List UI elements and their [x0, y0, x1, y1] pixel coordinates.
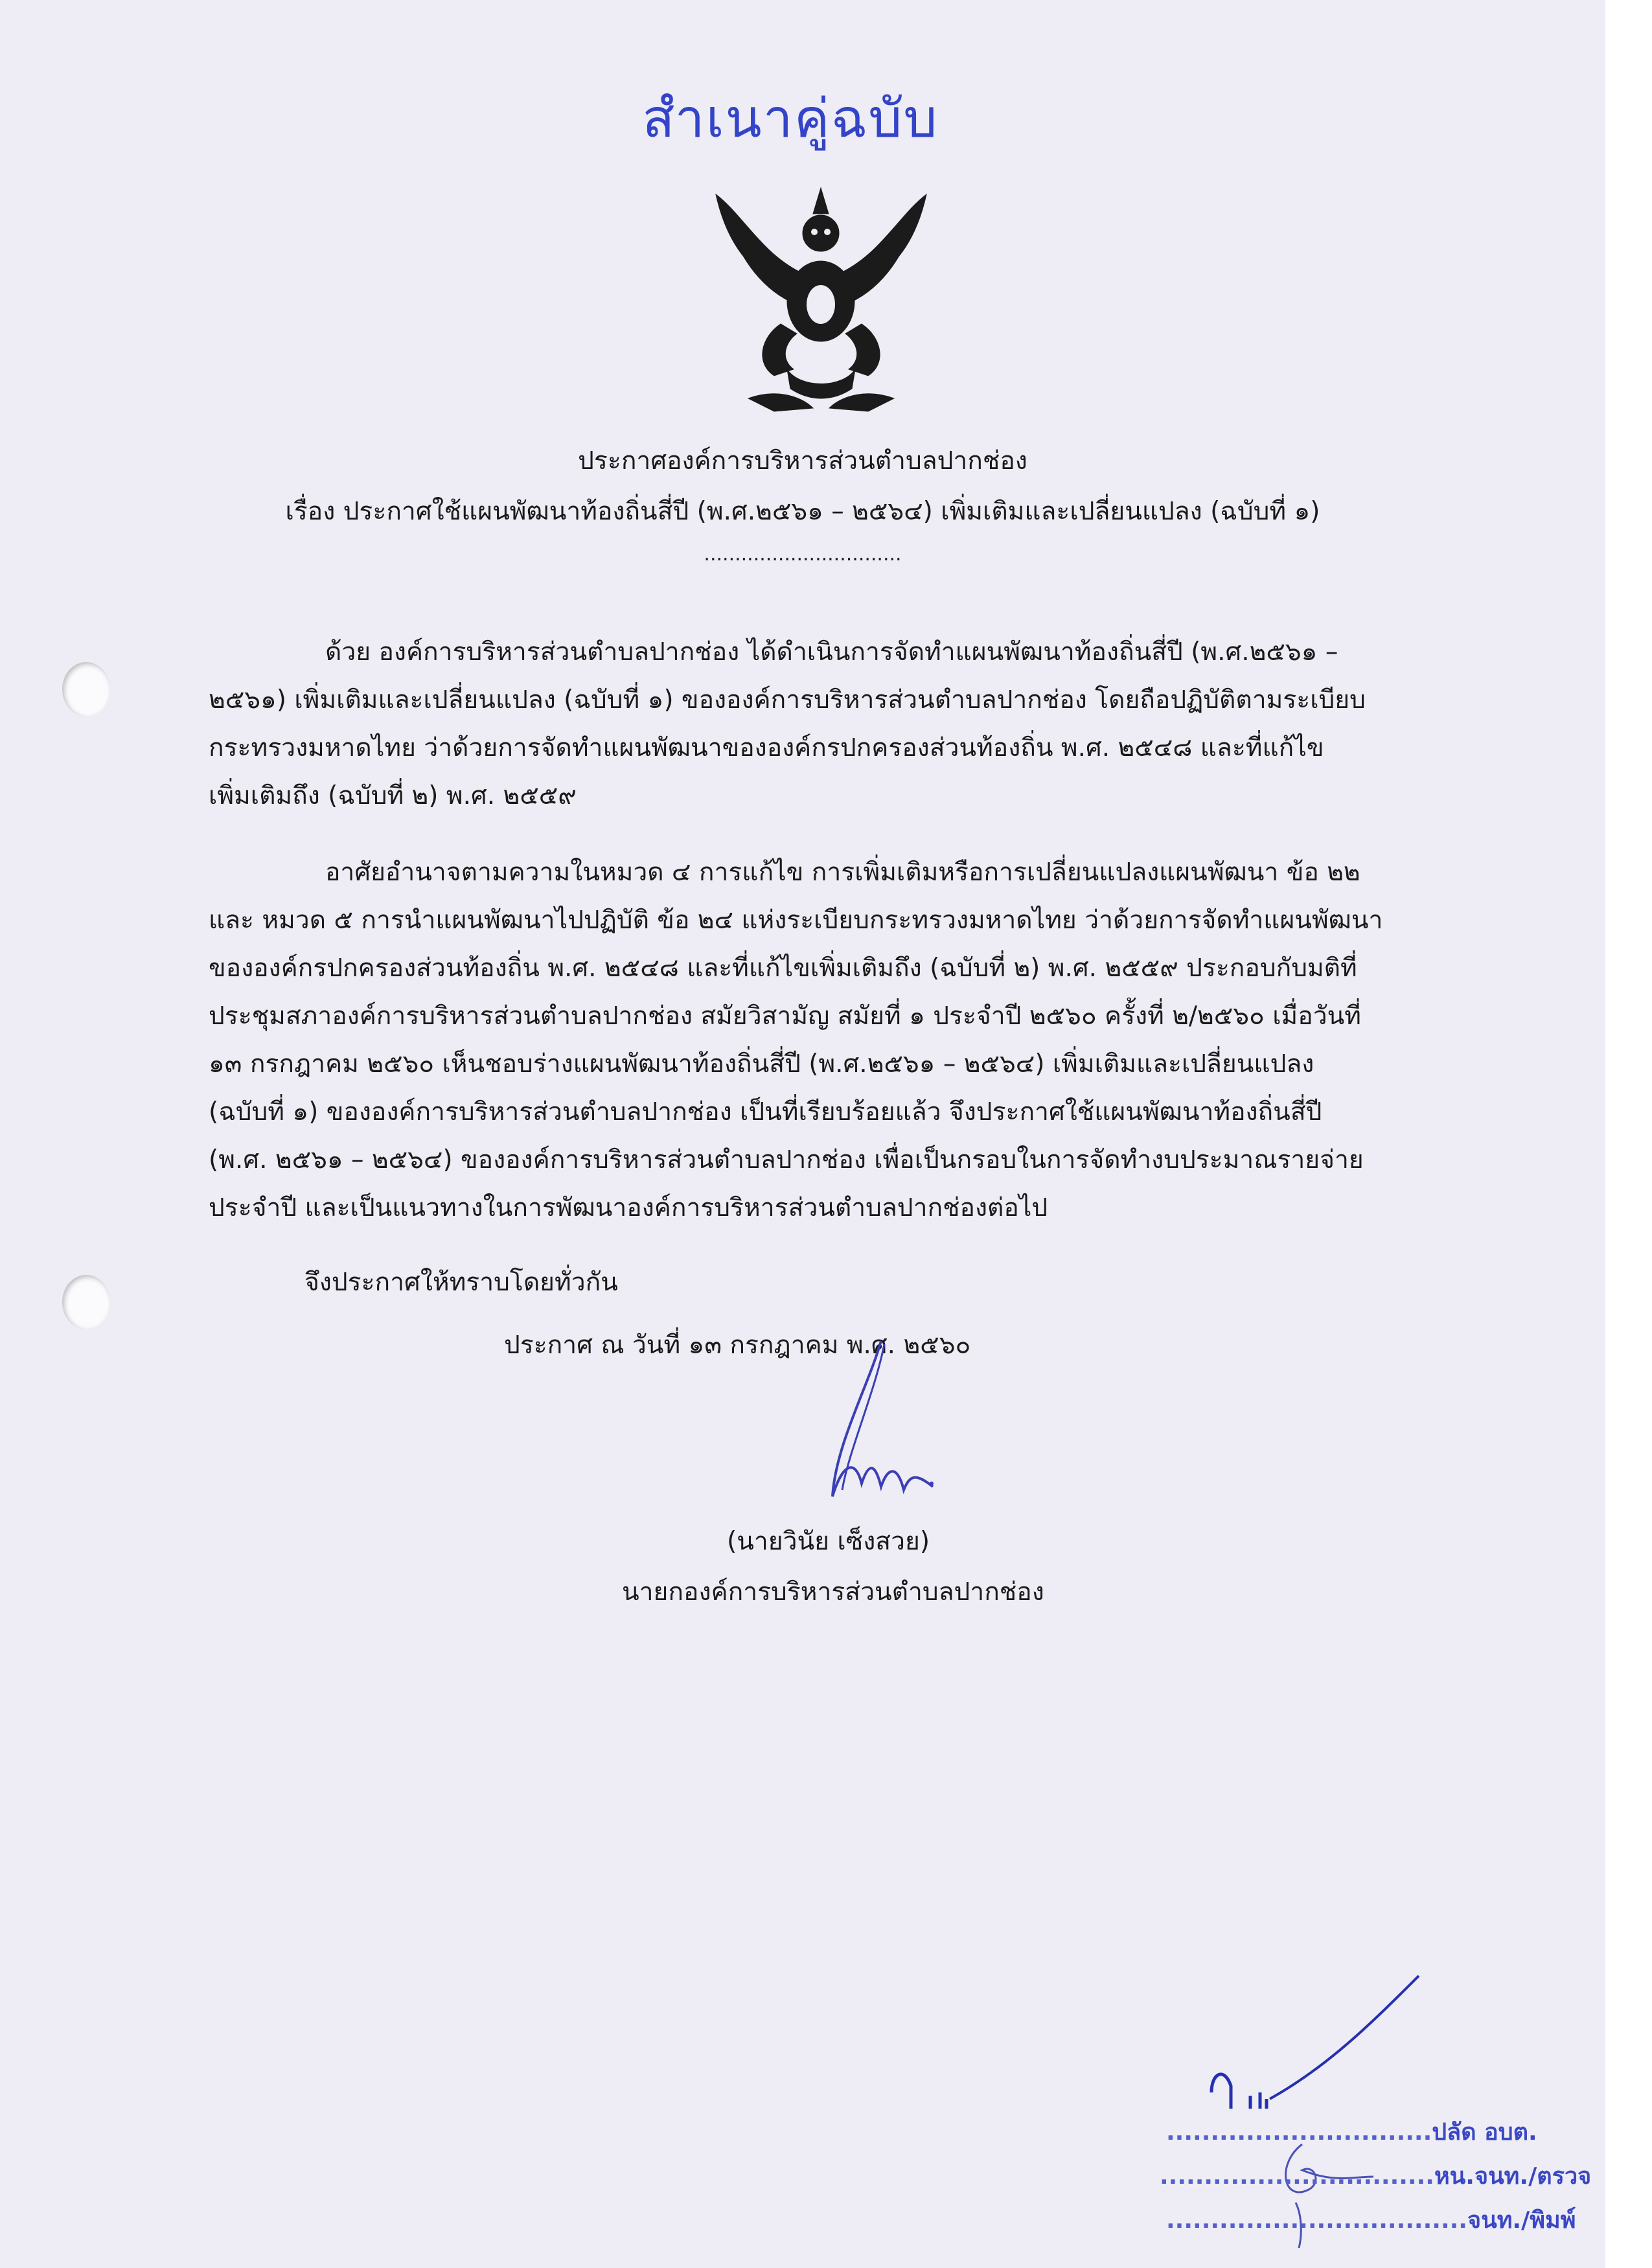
signatory-position: นายกองค์การบริหารส่วนตำบลปากช่อง — [622, 1577, 1044, 1607]
routing-stamp-row-3 — [1166, 2201, 1576, 2238]
signatory-name: (นายวินัย เซ็งสวย) — [727, 1527, 930, 1556]
paragraph-line: ประจำปี และเป็นแนวทางในการพัฒนาองค์การบริหารส่วนตำบลปากช่องต่อไป — [209, 1193, 1048, 1222]
page-edge — [1605, 0, 1652, 2268]
announcement-org-title: ประกาศองค์การบริหารส่วนตำบลปากช่อง — [578, 446, 1027, 475]
announce-date: ประกาศ ณ วันที่ ๑๓ กรกฎาคม พ.ศ. ๒๕๖๐ — [504, 1331, 971, 1360]
paragraph-line: (พ.ศ. ๒๕๖๑ – ๒๕๖๔) ขององค์การบริหารส่วนตำบลปากช่อง เพื่อเป็นกรอบในการจัดทำงบประมาณรายจ่าย — [209, 1145, 1364, 1174]
dotted-leader: ............................... — [1160, 2163, 1434, 2190]
routing-stamp-row-1 — [1166, 2113, 1537, 2150]
copy-certified-stamp: สำเนาคู่ฉบับ — [642, 88, 939, 150]
routing-label-deputy: ปลัด อบต. — [1432, 2119, 1537, 2146]
announcement-subject: เรื่อง ประกาศใช้แผนพัฒนาท้องถิ่นสี่ปี (พ.ศ.๒๕๖๑ – ๒๕๖๔) เพิ่มเติมและเปลี่ยนแปลง (ฉบับที่ ๑) — [285, 497, 1320, 526]
header-divider: ................................ — [704, 543, 902, 566]
paragraph-line: ๑๓ กรกฎาคม ๒๕๖๐ เห็นชอบร่างแผนพัฒนาท้องถิ่นสี่ปี (พ.ศ.๒๕๖๑ – ๒๕๖๔) เพิ่มเติมและเปลี่ยนแปลง — [209, 1049, 1314, 1079]
garuda-emblem-icon — [703, 175, 939, 421]
signature-icon — [758, 1334, 952, 1516]
punch-hole-top — [62, 662, 110, 716]
announce-closing: จึงประกาศให้ทราบโดยทั่วกัน — [304, 1268, 618, 1297]
routing-stamp-row-2 — [1160, 2157, 1591, 2194]
dotted-leader: .............................. — [1166, 2119, 1432, 2146]
body-paragraph-1 — [209, 628, 1459, 820]
punch-hole-bottom — [62, 1275, 110, 1329]
paragraph-line: ๒๕๖๑) เพิ่มเติมและเปลี่ยนแปลง (ฉบับที่ ๑) ขององค์การบริหารส่วนตำบลปากช่อง โดยถือปฏิบัติตามระเบียบ — [209, 685, 1366, 715]
paragraph-line: อาศัยอำนาจตามความในหมวด ๔ การแก้ไข การเพิ่มเติมหรือการเปลี่ยนแปลงแผนพัฒนา ข้อ ๒๒ — [325, 858, 1360, 887]
paragraph-line: (ฉบับที่ ๑) ขององค์การบริหารส่วนตำบลปากช่อง เป็นที่เรียบร้อยแล้ว จึงประกาศใช้แผนพัฒนาท้องถิ่นสี่ปี — [209, 1097, 1322, 1127]
routing-label-head: หน.จนท./ตรวจ — [1434, 2163, 1592, 2190]
paragraph-line: เพิ่มเติมถึง (ฉบับที่ ๒) พ.ศ. ๒๕๕๙ — [209, 781, 577, 810]
paragraph-line: ด้วย องค์การบริหารส่วนตำบลปากช่อง ได้ดำเนินการจัดทำแผนพัฒนาท้องถิ่นสี่ปี (พ.ศ.๒๕๖๑ – — [325, 637, 1338, 667]
paragraph-line: ขององค์กรปกครองส่วนท้องถิ่น พ.ศ. ๒๕๔๘ และที่แก้ไขเพิ่มเติมถึง (ฉบับที่ ๒) พ.ศ. ๒๕๕๙ ประกอบกับมติที่ — [209, 954, 1357, 983]
dotted-leader: .................................. — [1166, 2207, 1467, 2234]
routing-label-typist: จนท./พิมพ์ — [1467, 2207, 1576, 2234]
paragraph-line: กระทรวงมหาดไทย ว่าด้วยการจัดทำแผนพัฒนาขององค์กรปกครองส่วนท้องถิ่น พ.ศ. ๒๕๔๘ และที่แก้ไข — [209, 733, 1324, 762]
paragraph-line: และ หมวด ๕ การนำแผนพัฒนาไปปฏิบัติ ข้อ ๒๔ แห่งระเบียบกระทรวงมหาดไทย ว่าด้วยการจัดทำแผนพัฒนา — [209, 906, 1383, 935]
paragraph-line: ประชุมสภาองค์การบริหารส่วนตำบลปากช่อง สมัยวิสามัญ สมัยที่ ๑ ประจำปี ๒๕๖๐ ครั้งที่ ๒/๒๕๖๐ เมื่อวันที่ — [209, 1002, 1361, 1031]
body-paragraph-2 — [209, 849, 1459, 1232]
